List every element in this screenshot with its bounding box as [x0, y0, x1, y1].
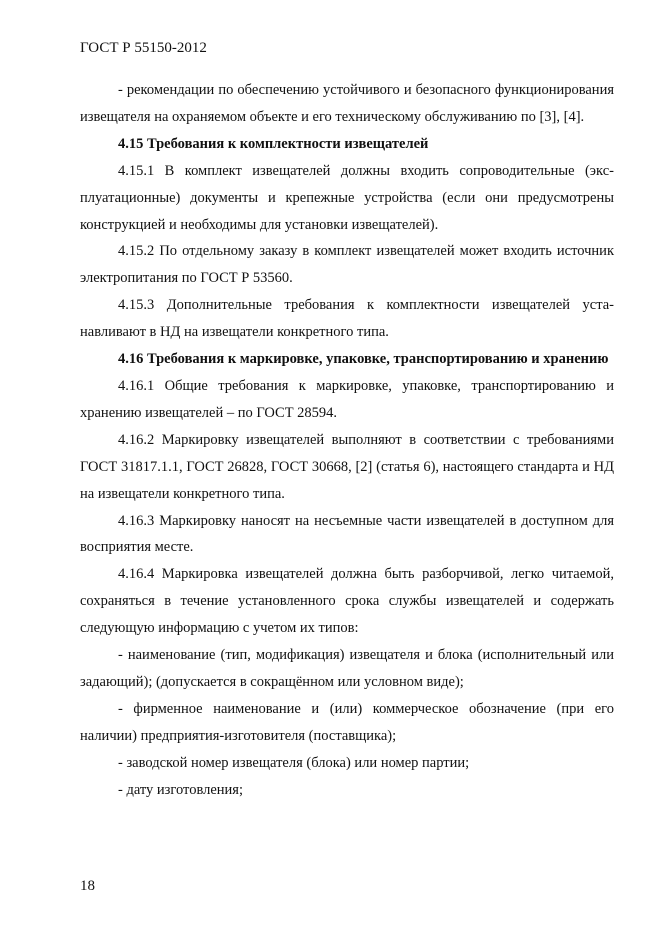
- document-body: [80, 77, 614, 803]
- list-item: - заводской номер извещателя (блока) или номер партии;: [118, 754, 470, 771]
- paragraph-4-15-2: 4.15.2 По отдельному заказу в комплект извещателей может входить источник электропитания по ГОСТ Р 53560.: [80, 243, 614, 287]
- list-item: - наименование (тип, модификация) извещателя и блока (исполнительный или задающий); (допускается в сокращённом или условном виде);: [80, 647, 614, 690]
- section-heading-4-16: 4.16 Требования к маркировке, упаковке, транспортированию и хранению: [118, 351, 609, 368]
- document-header: ГОСТ Р 55150-2012: [80, 40, 207, 56]
- paragraph-4-15-3: 4.15.3 Дополнительные требования к комплектности извещателей устанавливают в НД на извещатели конкретного типа.: [80, 297, 614, 341]
- paragraph-4-15-1: 4.15.1 В комплект извещателей должны входить сопроводительные (эксплуатационные) документы и крепежные устройства (если они предусмотрены конструкцией и необходимы для установки извещателей).: [80, 162, 614, 233]
- section-heading-4-15: 4.15 Требования к комплектности извещателей: [118, 135, 429, 152]
- paragraph-4-16-1: 4.16.1 Общие требования к маркировке, упаковке, транспортированию и хранению извещателей – по ГОСТ 28594.: [80, 377, 614, 421]
- paragraph-4-16-3: 4.16.3 Маркировку наносят на несъемные части извещателей в доступном для восприятия месте.: [80, 512, 614, 556]
- page-number: 18: [80, 878, 95, 894]
- list-item: - фирменное наименование и (или) коммерческое обозначение (при его наличии) предприятия-изготовителя (поставщика);: [80, 700, 614, 744]
- list-item: - дату изготовления;: [118, 781, 243, 798]
- paragraph-4-16-4: 4.16.4 Маркировка извещателей должна быть разборчивой, легко читаемой, сохраняться в течение установленного срока службы извещателей и содержать следующую информацию с учетом их типов:: [80, 566, 614, 637]
- paragraph-4-16-2: 4.16.2 Маркировку извещателей выполняют в соответствии с требованиями ГОСТ 31817.1.1, ГОСТ 26828, ГОСТ 30668, [2] (статья 6), настоящего стандарта и НД на извещатели конкретного типа.: [80, 431, 614, 502]
- paragraph-recommendations: - рекомендации по обеспечению устойчивого и безопасного функционирования извещателя на охраняемом объекте и его техническому обслуживанию по [3], [4].: [80, 82, 614, 125]
